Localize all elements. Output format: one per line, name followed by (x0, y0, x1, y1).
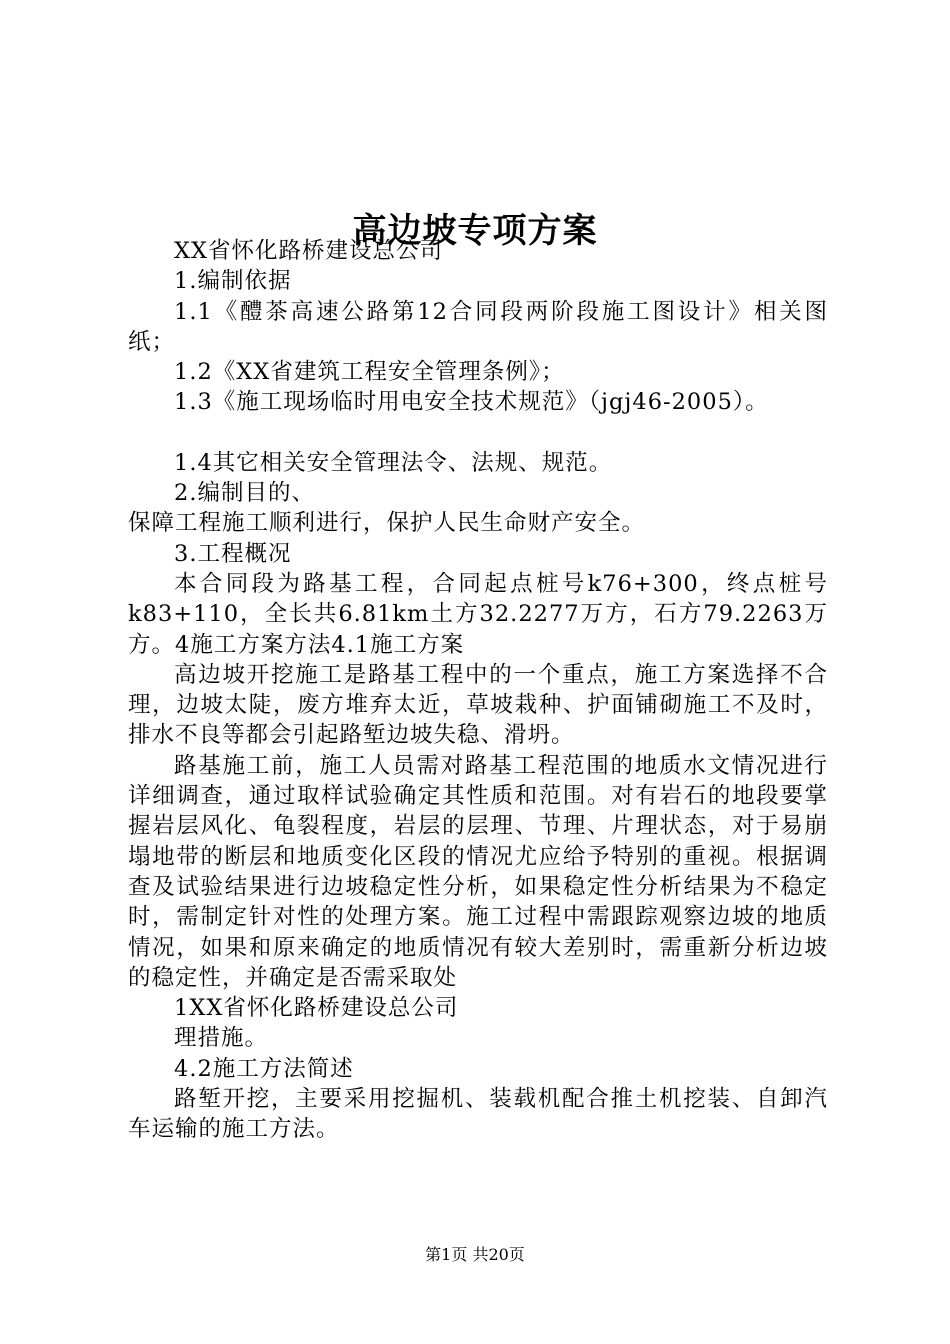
paragraph-overview: 本合同段为路基工程，合同起点桩号k76+300，终点桩号k83+110，全长共6.81km土方32.2277万方，石方79.2263万方。4施工方案方法4.1施工方案 (128, 570, 828, 658)
paragraph-method: 路堑开挖，主要采用挖掘机、装载机配合推土机挖装、自卸汽车运输的施工方法。 (128, 1086, 828, 1143)
paragraph-investigation: 路基施工前，施工人员需对路基工程范围的地质水文情况进行详细调查，通过取样试验确定其性质和范围。对有岩石的地段要掌握岩层风化、龟裂程度，岩层的层理、节理、片理状态，对于易崩塌地带的断层和地质变化区段的情况尤应给予特别的重视。根据调查及试验结果进行边坡稳定性分析，如果稳定性分析结果为不稳定时，需制定针对性的处理方案。施工过程中需跟踪观察边坡的地质情况，如果和原来确定的地质情况有较大差别时，需重新分析边坡的稳定性，并确定是否需采取处 (128, 752, 828, 991)
paragraph-basis-1-3: 1.3《施工现场临时用电安全技术规范》（jgj46-2005）。 (174, 389, 769, 416)
paragraph-company-repeat: 1XX省怀化路桥建设总公司 (174, 995, 459, 1022)
document-body (128, 236, 828, 1145)
paragraph-basis-1-2: 1.2《XX省建筑工程安全管理条例》； (174, 359, 565, 386)
paragraph-company: XX省怀化路桥建设总公司 (174, 238, 444, 264)
heading-basis: 1.编制依据 (174, 268, 292, 295)
paragraph-purpose: 保障工程施工顺利进行，保护人民生命财产安全。 (128, 510, 646, 537)
heading-method: 4.2施工方法简述 (174, 1055, 354, 1082)
paragraph-basis-1-1: 1.1《醴茶高速公路第12合同段两阶段施工图设计》相关图纸； (128, 298, 828, 355)
paragraph-slope-key: 高边坡开挖施工是路基工程中的一个重点，施工方案选择不合理，边坡太陡，废方堆弃太近，草坡栽种、护面铺砌施工不及时，排水不良等都会引起路堑边坡失稳、滑坍。 (128, 661, 828, 749)
paragraph-measures: 理措施。 (174, 1025, 269, 1052)
heading-purpose: 2.编制目的、 (174, 480, 315, 507)
heading-overview: 3.工程概况 (174, 540, 292, 567)
page-footer: 第1页 共20页 (425, 1245, 525, 1264)
blank-line (128, 418, 828, 448)
document-title: 高边坡专项方案 (352, 210, 598, 251)
paragraph-basis-1-4: 1.4其它相关安全管理法令、法规、规范。 (174, 449, 613, 476)
